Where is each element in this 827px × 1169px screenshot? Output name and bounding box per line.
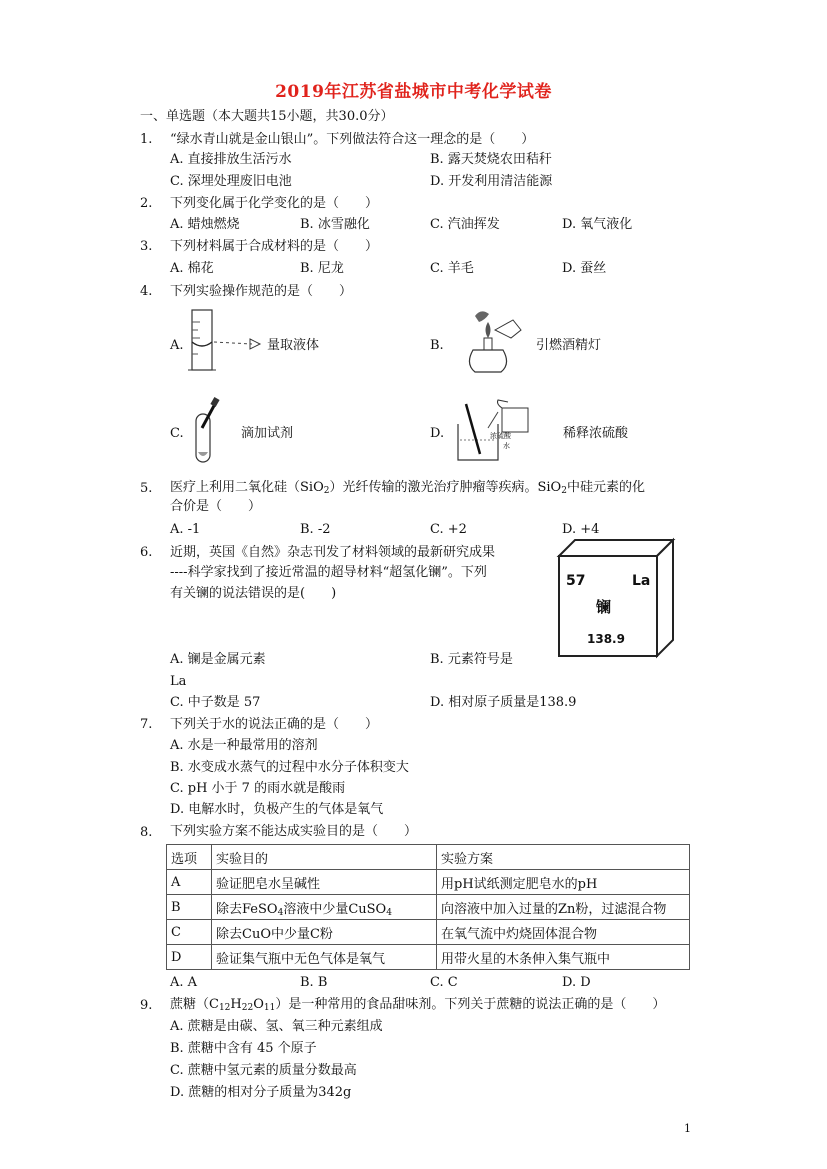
q5-option-c[interactable]: C. +2 bbox=[430, 522, 467, 537]
fig-label-acid: 浓硫酸 bbox=[490, 432, 511, 440]
q8-option-c[interactable]: C. C bbox=[430, 975, 458, 990]
q8-option-d[interactable]: D. D bbox=[562, 975, 591, 990]
q7-option-b[interactable]: B. 水变成水蒸气的过程中水分子体积变大 bbox=[170, 760, 409, 775]
element-symbol: La bbox=[632, 573, 651, 589]
table-row bbox=[167, 895, 690, 920]
element-mass: 138.9 bbox=[587, 632, 625, 646]
q9-option-d[interactable]: D. 蔗糖的相对分子质量为342g bbox=[170, 1085, 352, 1100]
q8-option-a[interactable]: A. A bbox=[170, 975, 198, 990]
q5-number: 5. bbox=[140, 481, 153, 496]
element-number: 57 bbox=[566, 573, 586, 589]
table-row bbox=[167, 920, 690, 945]
q1-option-d[interactable]: D. 开发利用清洁能源 bbox=[430, 174, 553, 189]
table-cell: 除去CuO中少量C粉 bbox=[212, 920, 437, 945]
q3-option-c[interactable]: C. 羊毛 bbox=[430, 261, 474, 276]
alcohol-lamp-figure bbox=[455, 308, 535, 378]
q9-stem: 蔗糖$(C_{12}H_{22}O_{11})$是一种常用的食品甜味剂。下列关于蔗糖的说法正确的是（ ） bbox=[170, 997, 666, 1013]
section-heading: 一、单选题（本大题共15小题，共30.0分） bbox=[140, 109, 394, 124]
q6-option-d[interactable]: D. 相对原子质量是138.9 bbox=[430, 695, 577, 710]
experiment-table bbox=[166, 844, 690, 970]
table-cell: 用带火星的木条伸入集气瓶中 bbox=[437, 945, 690, 970]
q3-option-d[interactable]: D. 蚕丝 bbox=[562, 261, 607, 276]
q4-option-b[interactable]: B. bbox=[430, 338, 444, 353]
q1-option-c[interactable]: C. 深埋处理废旧电池 bbox=[170, 174, 292, 189]
q3-number: 3. bbox=[140, 239, 153, 254]
q9-option-a[interactable]: A. 蔗糖是由碳、氢、氧三种元素组成 bbox=[170, 1019, 383, 1034]
q6-stem-line2: ----科学家找到了接近常温的超导材料“超氢化镧”。下列 bbox=[170, 565, 487, 580]
page-title: 2019年江苏省盐城市中考化学试卷 bbox=[275, 82, 552, 102]
table-cell: 除去FeSO$_4$溶液中少量CuSO$_4$ bbox=[212, 895, 437, 920]
table-header-row bbox=[167, 845, 690, 870]
q4-label-c: 滴加试剂 bbox=[241, 426, 294, 441]
q4-option-a[interactable]: A. bbox=[170, 338, 184, 353]
q7-option-c[interactable]: C. pH 小于 7 的雨水就是酸雨 bbox=[170, 781, 346, 796]
q4-label-d: 稀释浓硫酸 bbox=[563, 426, 629, 441]
table-header-cell: 选项 bbox=[167, 845, 212, 870]
table-cell: A bbox=[167, 870, 212, 895]
q3-option-b[interactable]: B. 尼龙 bbox=[300, 261, 344, 276]
q5-option-d[interactable]: D. +4 bbox=[562, 522, 600, 537]
q4-label-b: 引燃酒精灯 bbox=[536, 338, 602, 353]
fig-label-water: 水 bbox=[503, 442, 510, 450]
q1-stem: “绿水青山就是金山银山”。下列做法符合这一理念的是（ ） bbox=[170, 132, 535, 147]
q7-option-d[interactable]: D. 电解水时，负极产生的气体是氧气 bbox=[170, 802, 384, 817]
table-header-cell: 实验方案 bbox=[437, 845, 690, 870]
q5-stem-line1: 医疗上利用二氧化硅（SiO$_2$）光纤传输的激光治疗肿瘤等疾病。SiO$_2$中硅元素的化 bbox=[170, 480, 645, 496]
q2-option-c[interactable]: C. 汽油挥发 bbox=[430, 217, 500, 232]
q7-option-a[interactable]: A. 水是一种最常用的溶剂 bbox=[170, 738, 318, 753]
q2-number: 2. bbox=[140, 196, 153, 211]
table-row bbox=[167, 945, 690, 970]
q6-option-c[interactable]: C. 中子数是 57 bbox=[170, 695, 261, 710]
q6-option-b[interactable]: B. 元素符号是 bbox=[430, 652, 513, 667]
q9-option-b[interactable]: B. 蔗糖中含有 45 个原子 bbox=[170, 1041, 317, 1056]
q9-option-c[interactable]: C. 蔗糖中氢元素的质量分数最高 bbox=[170, 1063, 357, 1078]
q6-stem-line1: 近期，英国《自然》杂志刊发了材料领域的最新研究成果 bbox=[170, 545, 496, 560]
q2-option-b[interactable]: B. 冰雪融化 bbox=[300, 217, 370, 232]
page-number: 1 bbox=[684, 1122, 691, 1135]
table-cell: B bbox=[167, 895, 212, 920]
q2-option-d[interactable]: D. 氧气液化 bbox=[562, 217, 633, 232]
table-cell: 验证集气瓶中无色气体是氧气 bbox=[212, 945, 437, 970]
element-name: 镧 bbox=[596, 598, 612, 616]
q3-stem: 下列材料属于合成材料的是（ ） bbox=[170, 239, 379, 254]
q6-option-a[interactable]: A. 镧是金属元素 bbox=[170, 652, 266, 667]
q4-option-d[interactable]: D. bbox=[430, 426, 445, 441]
q1-option-b[interactable]: B. 露天焚烧农田秸秆 bbox=[430, 152, 552, 167]
q4-stem: 下列实验操作规范的是（ ） bbox=[170, 284, 353, 299]
q5-option-a[interactable]: A. -1 bbox=[170, 522, 201, 537]
table-cell: 向溶液中加入过量的Zn粉，过滤混合物 bbox=[437, 895, 690, 920]
q7-number: 7. bbox=[140, 717, 153, 732]
q5-stem-line2: 合价是（ ） bbox=[170, 499, 262, 514]
q4-label-a: 量取液体 bbox=[267, 338, 320, 353]
q9-number: 9. bbox=[140, 998, 153, 1013]
q8-stem: 下列实验方案不能达成实验目的是（ ） bbox=[170, 824, 418, 839]
q2-stem: 下列变化属于化学变化的是（ ） bbox=[170, 196, 379, 211]
q5-option-b[interactable]: B. -2 bbox=[300, 522, 331, 537]
q7-stem: 下列关于水的说法正确的是（ ） bbox=[170, 717, 379, 732]
table-cell: 用pH试纸测定肥皂水的pH bbox=[437, 870, 690, 895]
q2-option-a[interactable]: A. 蜡烛燃烧 bbox=[170, 217, 240, 232]
table-cell: C bbox=[167, 920, 212, 945]
q6-number: 6. bbox=[140, 545, 153, 560]
q1-number: 1. bbox=[140, 132, 153, 147]
q8-option-b[interactable]: B. B bbox=[300, 975, 328, 990]
table-cell: D bbox=[167, 945, 212, 970]
q4-number: 4. bbox=[140, 284, 153, 299]
q3-option-a[interactable]: A. 棉花 bbox=[170, 261, 214, 276]
q4-option-c[interactable]: C. bbox=[170, 426, 184, 441]
q6-option-b-cont: La bbox=[170, 674, 187, 689]
q6-stem-line3: 有关镧的说法错误的是( ) bbox=[170, 586, 337, 601]
measuring-cylinder-figure bbox=[188, 308, 268, 374]
table-header-cell: 实验目的 bbox=[212, 845, 437, 870]
q8-number: 8. bbox=[140, 825, 153, 840]
table-cell: 在氧气流中灼烧固体混合物 bbox=[437, 920, 690, 945]
table-row bbox=[167, 870, 690, 895]
dropper-test-tube-figure bbox=[190, 398, 230, 468]
q1-option-a[interactable]: A. 直接排放生活污水 bbox=[170, 152, 292, 167]
table-cell: 验证肥皂水呈碱性 bbox=[212, 870, 437, 895]
